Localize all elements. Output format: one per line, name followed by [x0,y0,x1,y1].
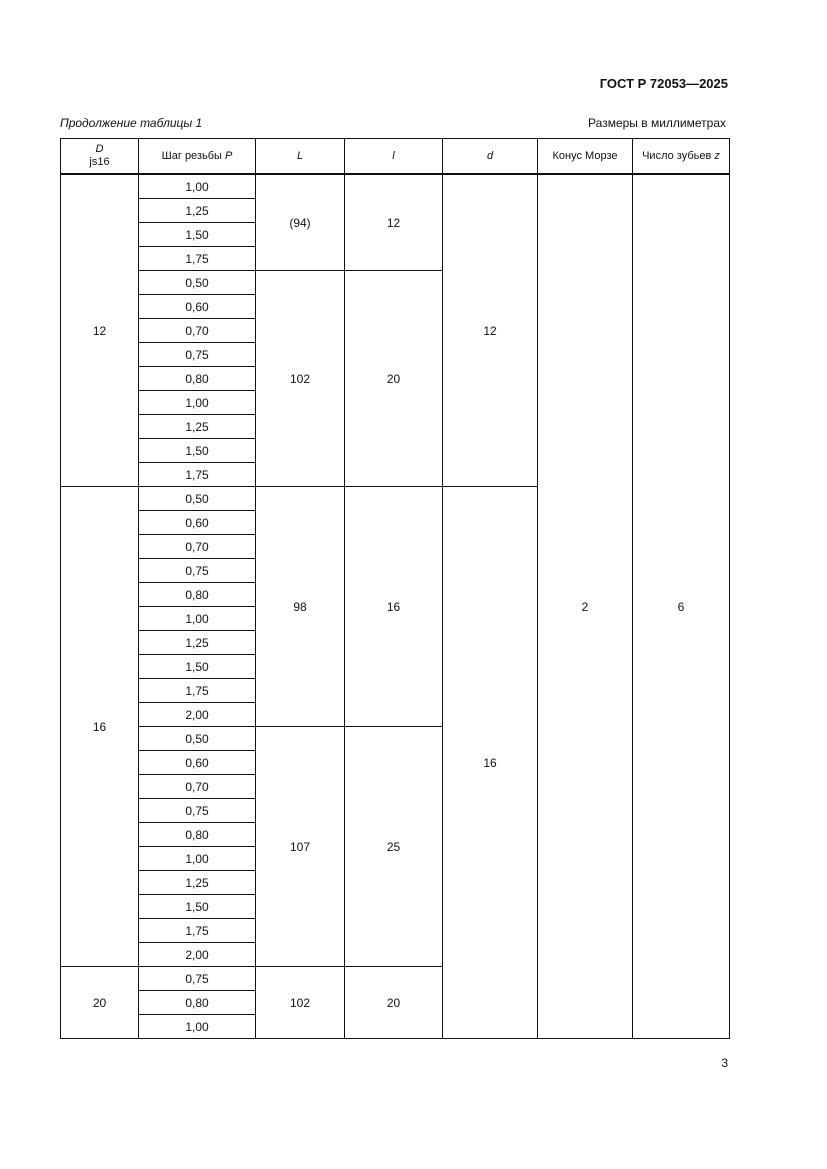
L-cell: 102 [256,271,345,487]
pitch-cell: 1,00 [139,174,256,199]
pitch-cell: 0,80 [139,583,256,607]
L-cell: 107 [256,727,345,967]
table-continuation-caption: Продолжение таблицы 1 [60,116,203,130]
header-thread-pitch: Шаг резьбы P [139,139,256,175]
pitch-cell: 1,00 [139,391,256,415]
pitch-cell: 0,80 [139,823,256,847]
pitch-cell: 0,75 [139,967,256,991]
pitch-cell: 1,50 [139,223,256,247]
header-teeth-count: Число зубьев z [633,139,730,175]
header-d: d [443,139,538,175]
L-cell: 98 [256,487,345,727]
pitch-cell: 0,75 [139,799,256,823]
table-row [61,174,730,199]
pitch-cell: 0,70 [139,319,256,343]
pitch-cell: 2,00 [139,943,256,967]
l-cell: 20 [345,271,443,487]
pitch-cell: 1,50 [139,895,256,919]
pitch-cell: 1,50 [139,439,256,463]
pitch-cell: 0,50 [139,271,256,295]
pitch-cell: 2,00 [139,703,256,727]
l-cell: 16 [345,487,443,727]
D-cell: 20 [61,967,139,1039]
d-cell: 12 [443,174,538,487]
L-cell: 102 [256,967,345,1039]
pitch-cell: 1,00 [139,1015,256,1039]
pitch-cell: 0,50 [139,487,256,511]
l-cell: 20 [345,967,443,1039]
pitch-cell: 0,70 [139,775,256,799]
pitch-cell: 0,60 [139,751,256,775]
units-note: Размеры в миллиметрах [588,116,726,130]
page-number: 3 [721,1056,728,1070]
pitch-cell: 1,75 [139,247,256,271]
pitch-cell: 0,75 [139,559,256,583]
standard-designation: ГОСТ Р 72053—2025 [599,76,728,91]
pitch-cell: 1,50 [139,655,256,679]
pitch-cell: 1,00 [139,847,256,871]
l-cell: 25 [345,727,443,967]
D-cell: 12 [61,174,139,487]
L-cell: (94) [256,174,345,271]
header-morse-taper: Конус Морзе [538,139,633,175]
table-header-row [61,139,730,175]
pitch-cell: 1,25 [139,871,256,895]
pitch-cell: 0,50 [139,727,256,751]
header-L: L [256,139,345,175]
header-l: l [345,139,443,175]
l-cell: 12 [345,174,443,271]
D-cell: 16 [61,487,139,967]
dimensions-table [60,138,730,1039]
pitch-cell: 0,75 [139,343,256,367]
d-cell: 16 [443,487,538,1039]
pitch-cell: 1,75 [139,919,256,943]
teeth-count-cell: 6 [633,174,730,1039]
pitch-cell: 0,80 [139,991,256,1015]
pitch-cell: 1,75 [139,679,256,703]
pitch-cell: 0,60 [139,295,256,319]
pitch-cell: 0,70 [139,535,256,559]
header-D: D js16 [61,139,139,175]
pitch-cell: 1,00 [139,607,256,631]
morse-taper-cell: 2 [538,174,633,1039]
pitch-cell: 0,80 [139,367,256,391]
pitch-cell: 1,25 [139,415,256,439]
pitch-cell: 1,25 [139,199,256,223]
pitch-cell: 1,25 [139,631,256,655]
pitch-cell: 0,60 [139,511,256,535]
pitch-cell: 1,75 [139,463,256,487]
